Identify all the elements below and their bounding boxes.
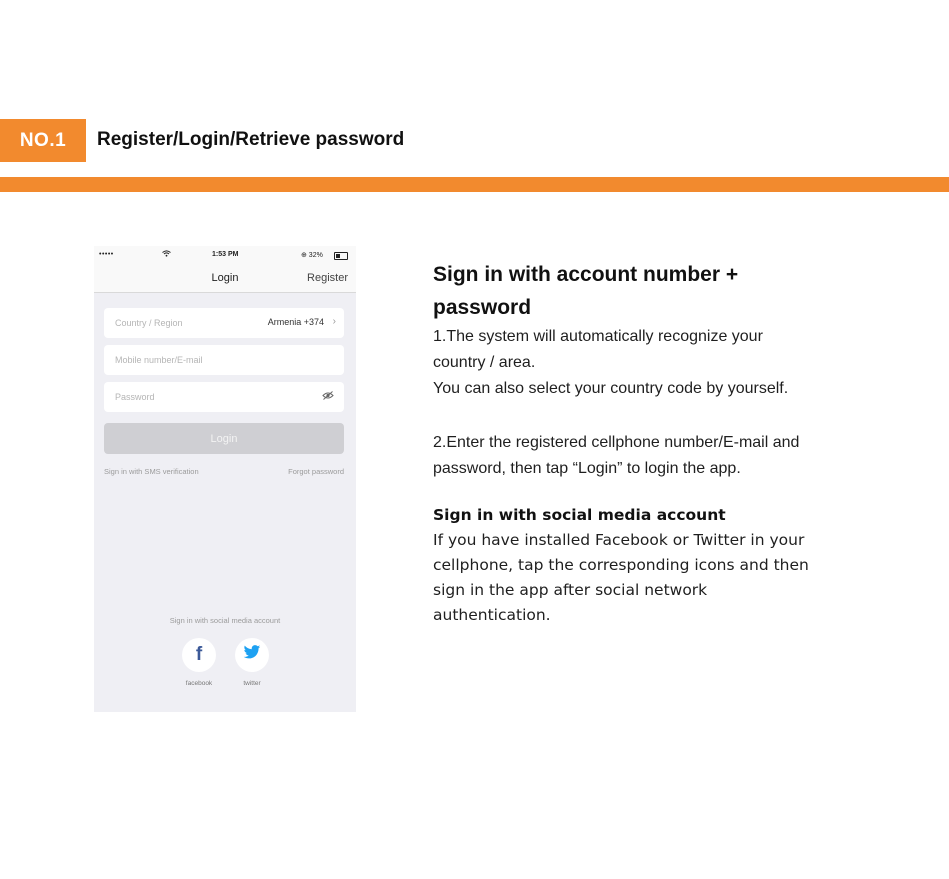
battery-percent: ⊕ 32%	[301, 252, 323, 259]
step1-text: 1.The system will automatically recognize your	[433, 328, 763, 345]
nav-title: Login	[211, 272, 239, 284]
step1-text: country / area.	[433, 354, 536, 371]
country-region-label: Country / Region	[115, 318, 183, 328]
register-link[interactable]: Register	[307, 272, 348, 284]
section-title: Register/Login/Retrieve password	[97, 129, 405, 150]
chevron-right-icon: ›	[332, 316, 336, 327]
battery-icon	[334, 252, 348, 260]
country-region-selector[interactable]	[104, 308, 344, 338]
nav-bar	[94, 266, 356, 293]
social-signin-heading: Sign in with social media account	[433, 506, 726, 524]
phone-screenshot	[94, 246, 356, 712]
social-signin-label: Sign in with social media account	[169, 616, 281, 625]
social-signin-text: If you have installed Facebook or Twitter in your	[433, 531, 805, 549]
section-number-badge: NO.1	[0, 119, 86, 162]
facebook-button[interactable]	[182, 638, 216, 672]
sms-signin-link[interactable]: Sign in with SMS verification	[104, 467, 199, 476]
twitter-label: twitter	[243, 680, 261, 687]
facebook-icon: f	[195, 644, 203, 665]
login-button[interactable]: Login	[104, 423, 344, 454]
social-signin-text: authentication.	[433, 606, 551, 624]
account-signin-heading: Sign in with account number +	[433, 263, 739, 286]
password-input[interactable]	[104, 382, 344, 412]
facebook-label: facebook	[185, 680, 213, 687]
mobile-email-input[interactable]	[104, 345, 344, 375]
mobile-email-placeholder: Mobile number/E-mail	[115, 355, 203, 365]
twitter-button[interactable]	[235, 638, 269, 672]
instructions-column	[433, 258, 913, 628]
twitter-icon	[243, 645, 261, 665]
step1-text: You can also select your country code by yourself.	[433, 380, 789, 397]
social-signin-text: sign in the app after social network	[433, 581, 708, 599]
step2-text: 2.Enter the registered cellphone number/E-mail and	[433, 434, 800, 451]
password-placeholder: Password	[115, 392, 155, 402]
step2-text: password, then tap “Login” to login the app.	[433, 460, 741, 477]
signal-indicator: •••••	[99, 251, 114, 258]
wifi-icon	[162, 250, 171, 259]
status-bar	[94, 246, 356, 266]
orange-divider	[0, 177, 949, 192]
hide-password-icon[interactable]	[322, 391, 334, 402]
country-code-value: Armenia +374	[267, 317, 324, 327]
forgot-password-link[interactable]: Forgot password	[288, 467, 344, 476]
social-signin-text: cellphone, tap the corresponding icons and then	[433, 556, 809, 574]
status-time: 1:53 PM	[212, 251, 239, 258]
account-signin-heading-cont: password	[433, 296, 532, 319]
